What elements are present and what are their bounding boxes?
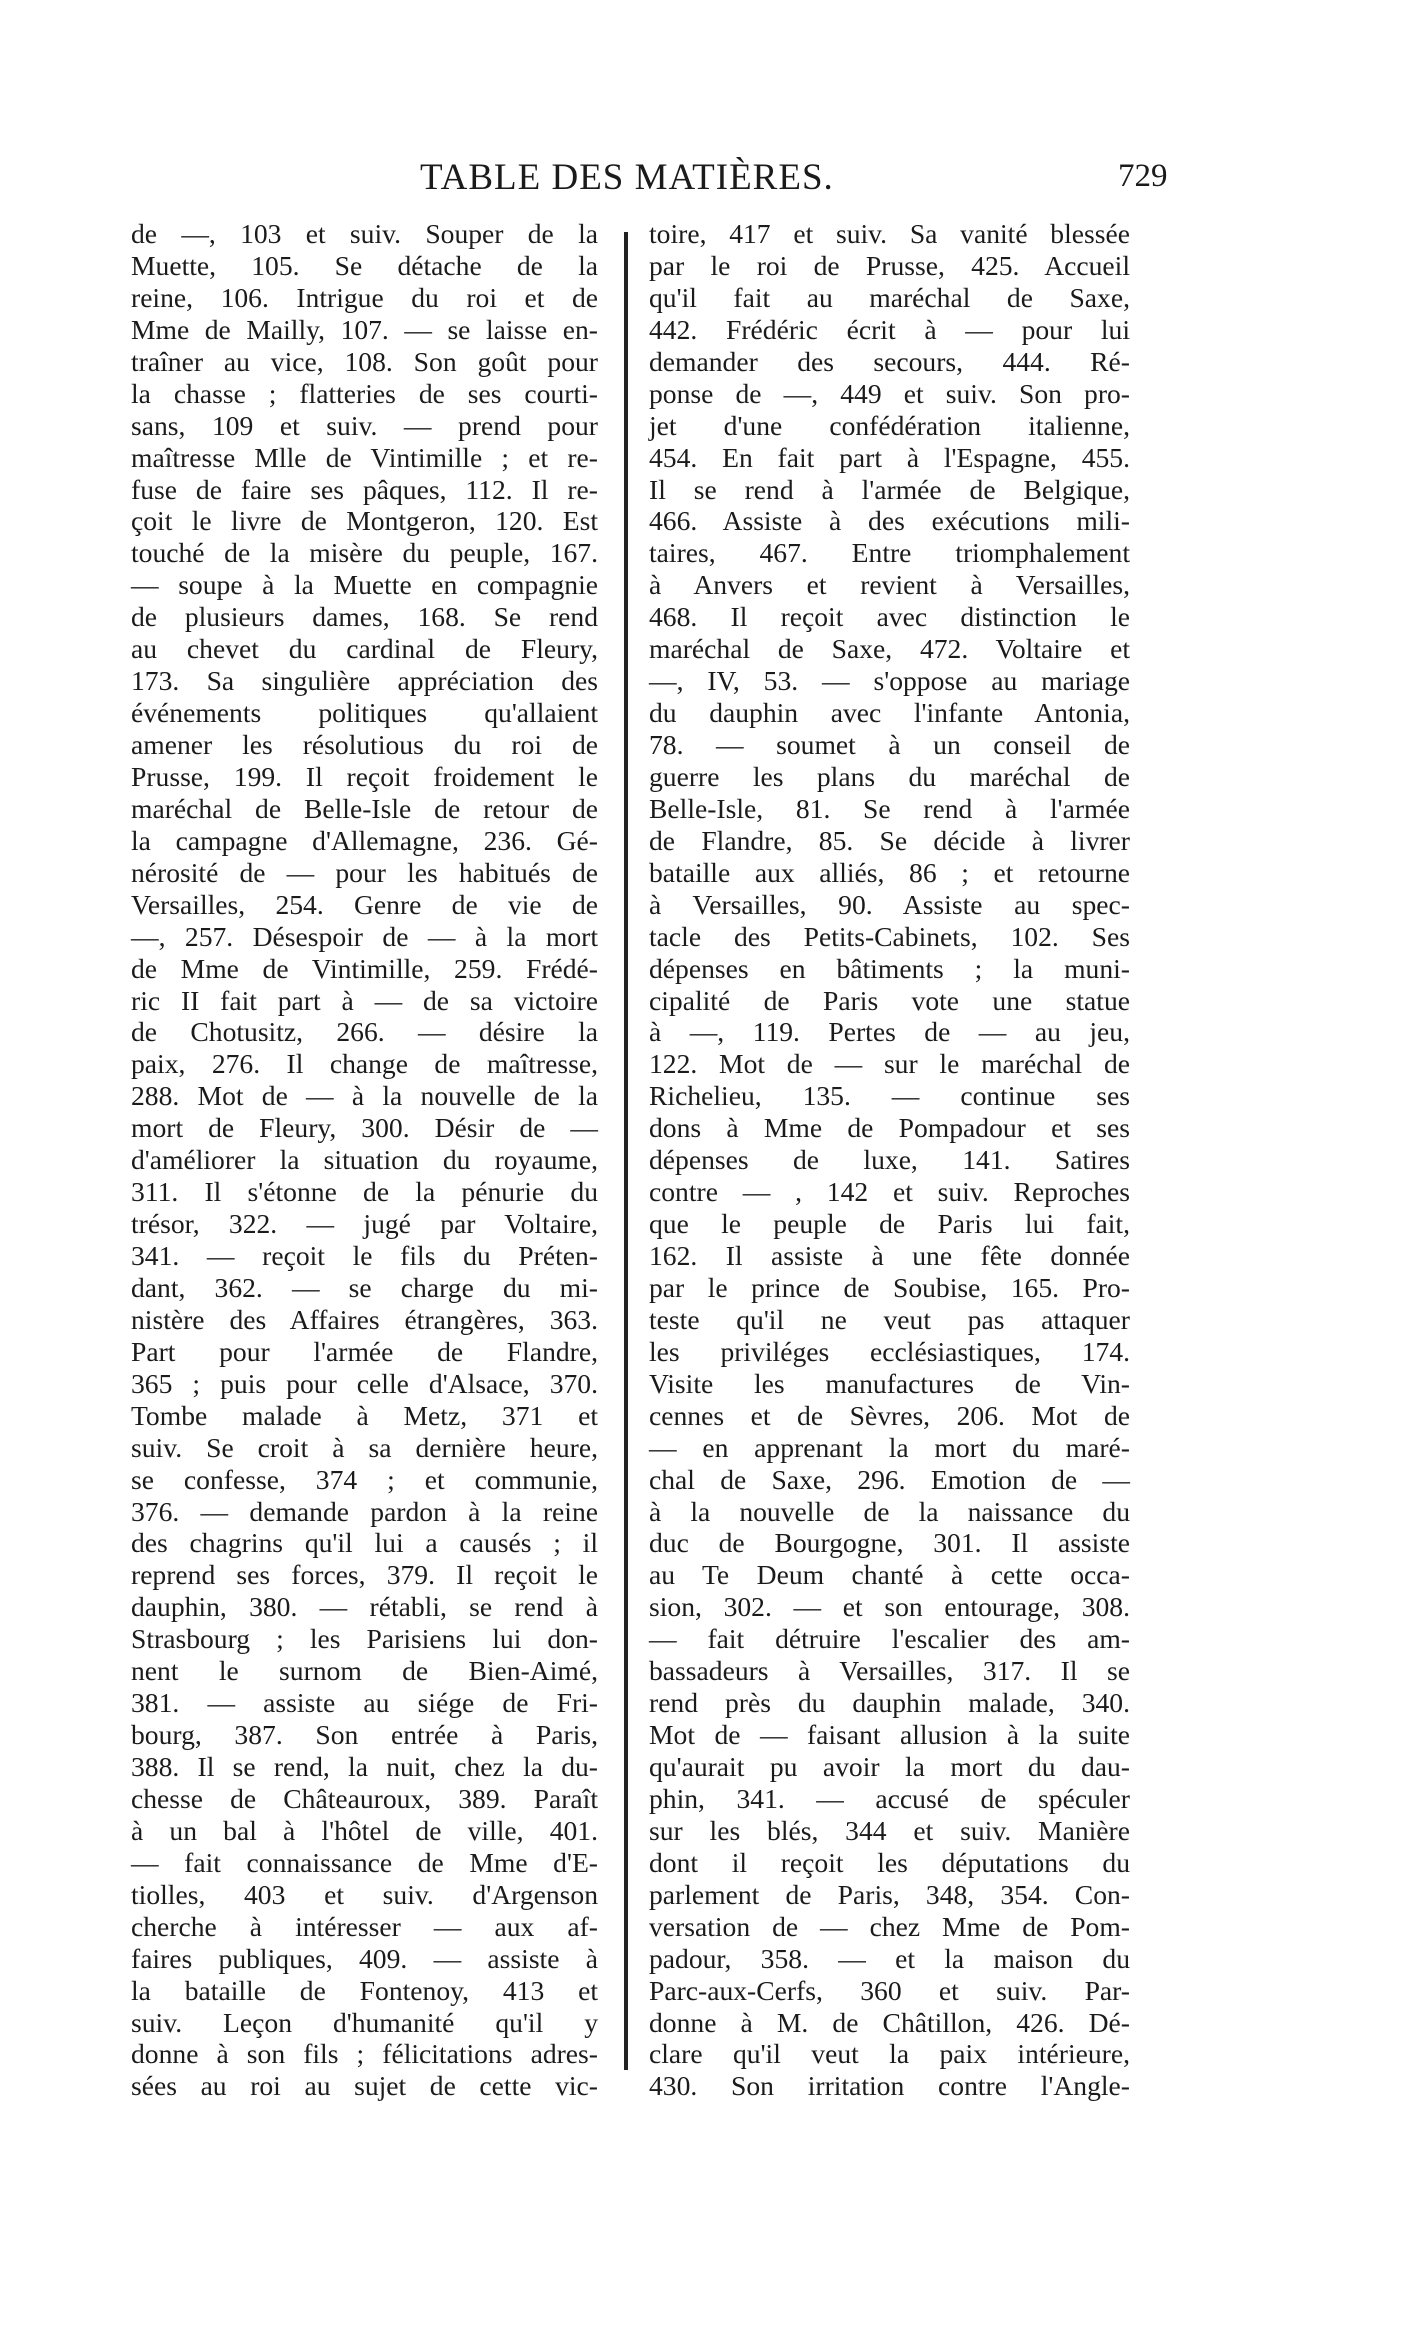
index-line: 288. Mot de — à la nouvelle de la (131, 1080, 598, 1112)
index-line: clare qu'il veut la paix intérieure, (649, 2038, 1130, 2070)
running-title: TABLE DES MATIÈRES. (420, 157, 834, 198)
index-line: Tombe malade à Metz, 371 et (131, 1399, 598, 1431)
index-line: dépenses de luxe, 141. Satires (649, 1144, 1130, 1176)
index-line: taires, 467. Entre triomphalement (649, 537, 1130, 569)
index-line: trésor, 322. — jugé par Voltaire, (131, 1208, 598, 1240)
index-line: événements politiques qu'allaient (131, 697, 598, 729)
index-line: 430. Son irritation contre l'Angle- (649, 2070, 1130, 2102)
index-line: la bataille de Fontenoy, 413 et (131, 1974, 598, 2006)
index-line: dont il reçoit les députations du (649, 1846, 1130, 1878)
index-line: Parc-aux-Cerfs, 360 et suiv. Par- (649, 1974, 1130, 2006)
index-line: Prusse, 199. Il reçoit froidement le (131, 760, 598, 792)
index-line: Mot de — faisant allusion à la suite (649, 1719, 1130, 1751)
index-line: — fait connaissance de Mme d'E- (131, 1846, 598, 1878)
index-line: Il se rend à l'armée de Belgique, (649, 473, 1130, 505)
index-line: Part pour l'armée de Flandre, (131, 1335, 598, 1367)
index-line: sur les blés, 344 et suiv. Manière (649, 1814, 1130, 1846)
index-line: touché de la misère du peuple, 167. (131, 537, 598, 569)
index-line: dant, 362. — se charge du mi- (131, 1271, 598, 1303)
index-line: — en apprenant la mort du maré- (649, 1431, 1130, 1463)
index-line: Strasbourg ; les Parisiens lui don- (131, 1623, 598, 1655)
index-line: fuse de faire ses pâques, 112. Il re- (131, 473, 598, 505)
index-line: —, IV, 53. — s'oppose au mariage (649, 665, 1130, 697)
index-line: suiv. Leçon d'humanité qu'il y (131, 2006, 598, 2038)
index-line: bassadeurs à Versailles, 317. Il se (649, 1655, 1130, 1687)
index-line: 466. Assiste à des exécutions mili- (649, 505, 1130, 537)
index-line: à un bal à l'hôtel de ville, 401. (131, 1814, 598, 1846)
index-line: cipalité de Paris vote une statue (649, 984, 1130, 1016)
index-line: demander des secours, 444. Ré- (649, 345, 1130, 377)
page-number: 729 (1118, 158, 1168, 194)
index-line: parlement de Paris, 348, 354. Con- (649, 1878, 1130, 1910)
index-line: maréchal de Saxe, 472. Voltaire et (649, 633, 1130, 665)
index-line: çoit le livre de Montgeron, 120. Est (131, 505, 598, 537)
page-header (0, 150, 1413, 210)
index-line: des chagrins qu'il lui a causés ; il (131, 1527, 598, 1559)
index-line: faires publiques, 409. — assiste à (131, 1942, 598, 1974)
index-line: à —, 119. Pertes de — au jeu, (649, 1016, 1130, 1048)
index-line: 388. Il se rend, la nuit, chez la du- (131, 1751, 598, 1782)
index-line: Richelieu, 135. — continue ses (649, 1080, 1130, 1112)
index-line: dauphin, 380. — rétabli, se rend à (131, 1591, 598, 1623)
index-line: 454. En fait part à l'Espagne, 455. (649, 441, 1130, 473)
index-line: de —, 103 et suiv. Souper de la (131, 218, 598, 249)
index-line: cennes et de Sèvres, 206. Mot de (649, 1399, 1130, 1431)
index-line: toire, 417 et suiv. Sa vanité blessée (649, 218, 1130, 249)
index-line: bourg, 387. Son entrée à Paris, (131, 1719, 598, 1751)
index-line: chal de Saxe, 296. Emotion de — (649, 1463, 1130, 1495)
index-line: nent le surnom de Bien-Aimé, (131, 1655, 598, 1687)
index-line: de Mme de Vintimille, 259. Frédé- (131, 952, 598, 984)
index-line: par le roi de Prusse, 425. Accueil (649, 249, 1130, 281)
index-line: Belle-Isle, 81. Se rend à l'armée (649, 792, 1130, 824)
index-line: guerre les plans du maréchal de (649, 760, 1130, 792)
index-line: au Te Deum chanté à cette occa- (649, 1559, 1130, 1591)
index-line: dons à Mme de Pompadour et ses (649, 1112, 1130, 1144)
index-line: donne à son fils ; félicitations adres- (131, 2038, 598, 2070)
index-line: nistère des Affaires étrangères, 363. (131, 1303, 598, 1335)
index-line: chesse de Châteauroux, 389. Paraît (131, 1782, 598, 1814)
index-line: reprend ses forces, 379. Il reçoit le (131, 1559, 598, 1591)
index-line: amener les résolutious du roi de (131, 729, 598, 760)
index-line: 162. Il assiste à une fête donnée (649, 1240, 1130, 1271)
index-line: sans, 109 et suiv. — prend pour (131, 409, 598, 441)
index-line: suiv. Se croit à sa dernière heure, (131, 1431, 598, 1463)
index-line: teste qu'il ne veut pas attaquer (649, 1303, 1130, 1335)
index-line: 442. Frédéric écrit à — pour lui (649, 313, 1130, 345)
index-line: par le prince de Soubise, 165. Pro- (649, 1271, 1130, 1303)
index-line: duc de Bourgogne, 301. Il assiste (649, 1527, 1130, 1559)
index-line: à la nouvelle de la naissance du (649, 1495, 1130, 1527)
index-line: 381. — assiste au siége de Fri- (131, 1687, 598, 1719)
index-line: Versailles, 254. Genre de vie de (131, 888, 598, 920)
index-line: jet d'une confédération italienne, (649, 409, 1130, 441)
index-line: Visite les manufactures de Vin- (649, 1367, 1130, 1399)
index-line: 468. Il reçoit avec distinction le (649, 601, 1130, 633)
index-line: d'améliorer la situation du royaume, (131, 1144, 598, 1176)
index-line: versation de — chez Mme de Pom- (649, 1910, 1130, 1942)
index-line: 173. Sa singulière appréciation des (131, 665, 598, 697)
index-line: 311. Il s'étonne de la pénurie du (131, 1176, 598, 1208)
right-column (649, 218, 1130, 2102)
index-line: la chasse ; flatteries de ses courti- (131, 377, 598, 409)
index-line: 365 ; puis pour celle d'Alsace, 370. (131, 1367, 598, 1399)
index-line: 341. — reçoit le fils du Préten- (131, 1240, 598, 1271)
index-line: maréchal de Belle-Isle de retour de (131, 792, 598, 824)
index-line: de Chotusitz, 266. — désire la (131, 1016, 598, 1048)
index-line: contre — , 142 et suiv. Reproches (649, 1176, 1130, 1208)
index-line: tiolles, 403 et suiv. d'Argenson (131, 1878, 598, 1910)
index-line: de plusieurs dames, 168. Se rend (131, 601, 598, 633)
index-line: ponse de —, 449 et suiv. Son pro- (649, 377, 1130, 409)
left-column (131, 218, 598, 2102)
index-line: les priviléges ecclésiastiques, 174. (649, 1335, 1130, 1367)
index-line: — fait détruire l'escalier des am- (649, 1623, 1130, 1655)
index-line: à Anvers et revient à Versailles, (649, 569, 1130, 601)
index-line: bataille aux alliés, 86 ; et retourne (649, 856, 1130, 888)
index-line: traîner au vice, 108. Son goût pour (131, 345, 598, 377)
index-line: rend près du dauphin malade, 340. (649, 1687, 1130, 1719)
index-line: — soupe à la Muette en compagnie (131, 569, 598, 601)
index-line: mort de Fleury, 300. Désir de — (131, 1112, 598, 1144)
index-line: de Flandre, 85. Se décide à livrer (649, 824, 1130, 856)
index-line: à Versailles, 90. Assiste au spec- (649, 888, 1130, 920)
column-divider (624, 232, 628, 2070)
index-line: donne à M. de Châtillon, 426. Dé- (649, 2006, 1130, 2038)
index-line: qu'il fait au maréchal de Saxe, (649, 281, 1130, 313)
index-line: 122. Mot de — sur le maréchal de (649, 1048, 1130, 1080)
index-line: tacle des Petits-Cabinets, 102. Ses (649, 920, 1130, 952)
index-line: du dauphin avec l'infante Antonia, (649, 697, 1130, 729)
index-line: Muette, 105. Se détache de la (131, 249, 598, 281)
index-line: sion, 302. — et son entourage, 308. (649, 1591, 1130, 1623)
index-line: la campagne d'Allemagne, 236. Gé- (131, 824, 598, 856)
index-line: que le peuple de Paris lui fait, (649, 1208, 1130, 1240)
index-line: maîtresse Mlle de Vintimille ; et re- (131, 441, 598, 473)
index-line: —, 257. Désespoir de — à la mort (131, 920, 598, 952)
index-line: reine, 106. Intrigue du roi et de (131, 281, 598, 313)
index-line: Mme de Mailly, 107. — se laisse en- (131, 313, 598, 345)
index-line: padour, 358. — et la maison du (649, 1942, 1130, 1974)
index-line: paix, 276. Il change de maîtresse, (131, 1048, 598, 1080)
index-line: phin, 341. — accusé de spéculer (649, 1782, 1130, 1814)
index-line: dépenses en bâtiments ; la muni- (649, 952, 1130, 984)
index-line: 78. — soumet à un conseil de (649, 729, 1130, 760)
index-line: ric II fait part à — de sa victoire (131, 984, 598, 1016)
index-line: sées au roi au sujet de cette vic- (131, 2070, 598, 2102)
index-line: cherche à intéresser — aux af- (131, 1910, 598, 1942)
index-line: se confesse, 374 ; et communie, (131, 1463, 598, 1495)
index-line: 376. — demande pardon à la reine (131, 1495, 598, 1527)
index-line: nérosité de — pour les habitués de (131, 856, 598, 888)
index-line: au chevet du cardinal de Fleury, (131, 633, 598, 665)
index-line: qu'aurait pu avoir la mort du dau- (649, 1751, 1130, 1782)
